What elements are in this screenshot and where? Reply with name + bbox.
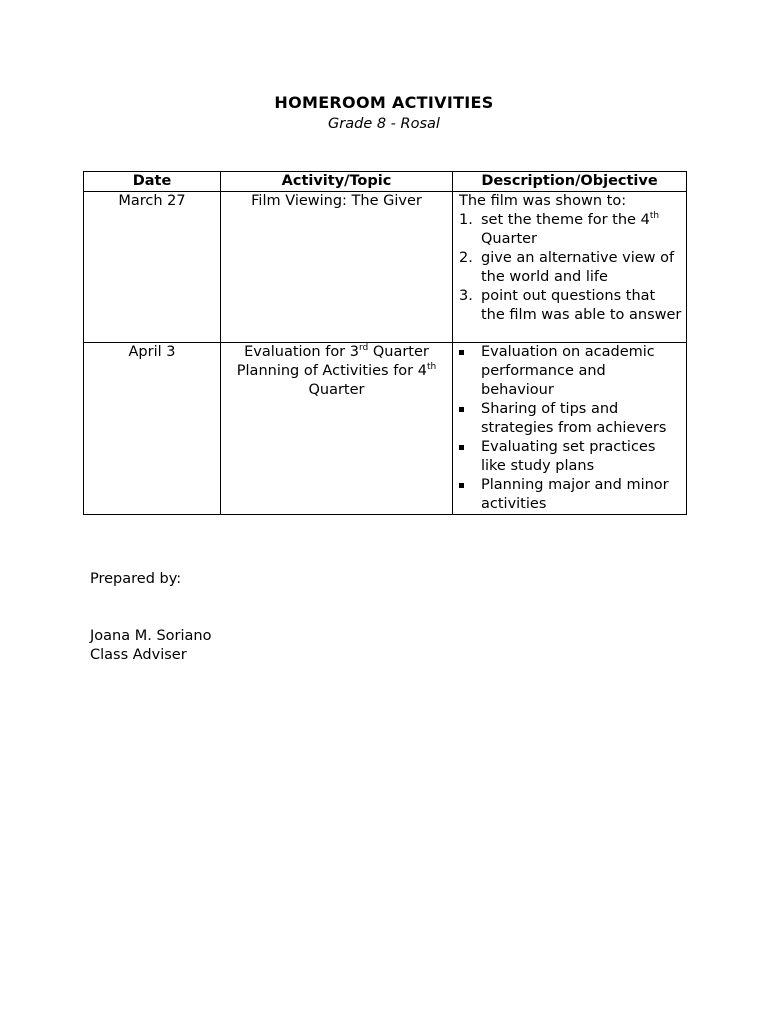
activity-line: Evaluation for 3rd Quarter bbox=[244, 343, 429, 360]
list-item: Sharing of tips and strategies from achievers bbox=[459, 400, 682, 438]
activity-line: Planning of Activities for 4th Quarter bbox=[236, 362, 437, 398]
document-subtitle: Grade 8 - Rosal bbox=[328, 116, 440, 132]
objective-list bbox=[459, 343, 682, 514]
bullet-icon bbox=[459, 407, 464, 412]
header-activity: Activity/Topic bbox=[221, 172, 453, 192]
activity-line: Film Viewing: The Giver bbox=[251, 193, 422, 209]
objective-list bbox=[459, 211, 682, 325]
table-header-row bbox=[84, 172, 687, 192]
row-date: March 27 bbox=[84, 192, 221, 343]
list-item: 1. set the theme for the 4th Quarter bbox=[459, 211, 660, 247]
activities-table bbox=[83, 171, 687, 515]
table-row bbox=[84, 192, 687, 343]
row-description bbox=[453, 343, 687, 515]
list-item: Evaluation on academic performance and behaviour bbox=[459, 343, 682, 400]
list-item: Planning major and minor activities bbox=[459, 476, 682, 514]
row-date: April 3 bbox=[84, 343, 221, 515]
list-item: 2. give an alternative view of the world and life bbox=[459, 250, 675, 285]
bullet-icon bbox=[459, 350, 464, 355]
signer-name: Joana M. Soriano bbox=[90, 628, 212, 644]
description-intro: The film was shown to: bbox=[459, 193, 627, 209]
signer-role: Class Adviser bbox=[90, 647, 187, 663]
list-item: 3. point out questions that the film was able to answer bbox=[459, 288, 682, 323]
row-description bbox=[453, 192, 687, 343]
bullet-icon bbox=[459, 483, 464, 488]
bullet-icon bbox=[459, 445, 464, 450]
prepared-by-label: Prepared by: bbox=[90, 571, 182, 587]
list-item: Evaluating set practices like study plans bbox=[459, 438, 682, 476]
document-title: HOMEROOM ACTIVITIES bbox=[274, 93, 494, 112]
row-activity bbox=[221, 192, 453, 343]
header-description: Description/Objective bbox=[453, 172, 687, 192]
header-date: Date bbox=[84, 172, 221, 192]
table-row bbox=[84, 343, 687, 515]
row-activity bbox=[221, 343, 453, 515]
